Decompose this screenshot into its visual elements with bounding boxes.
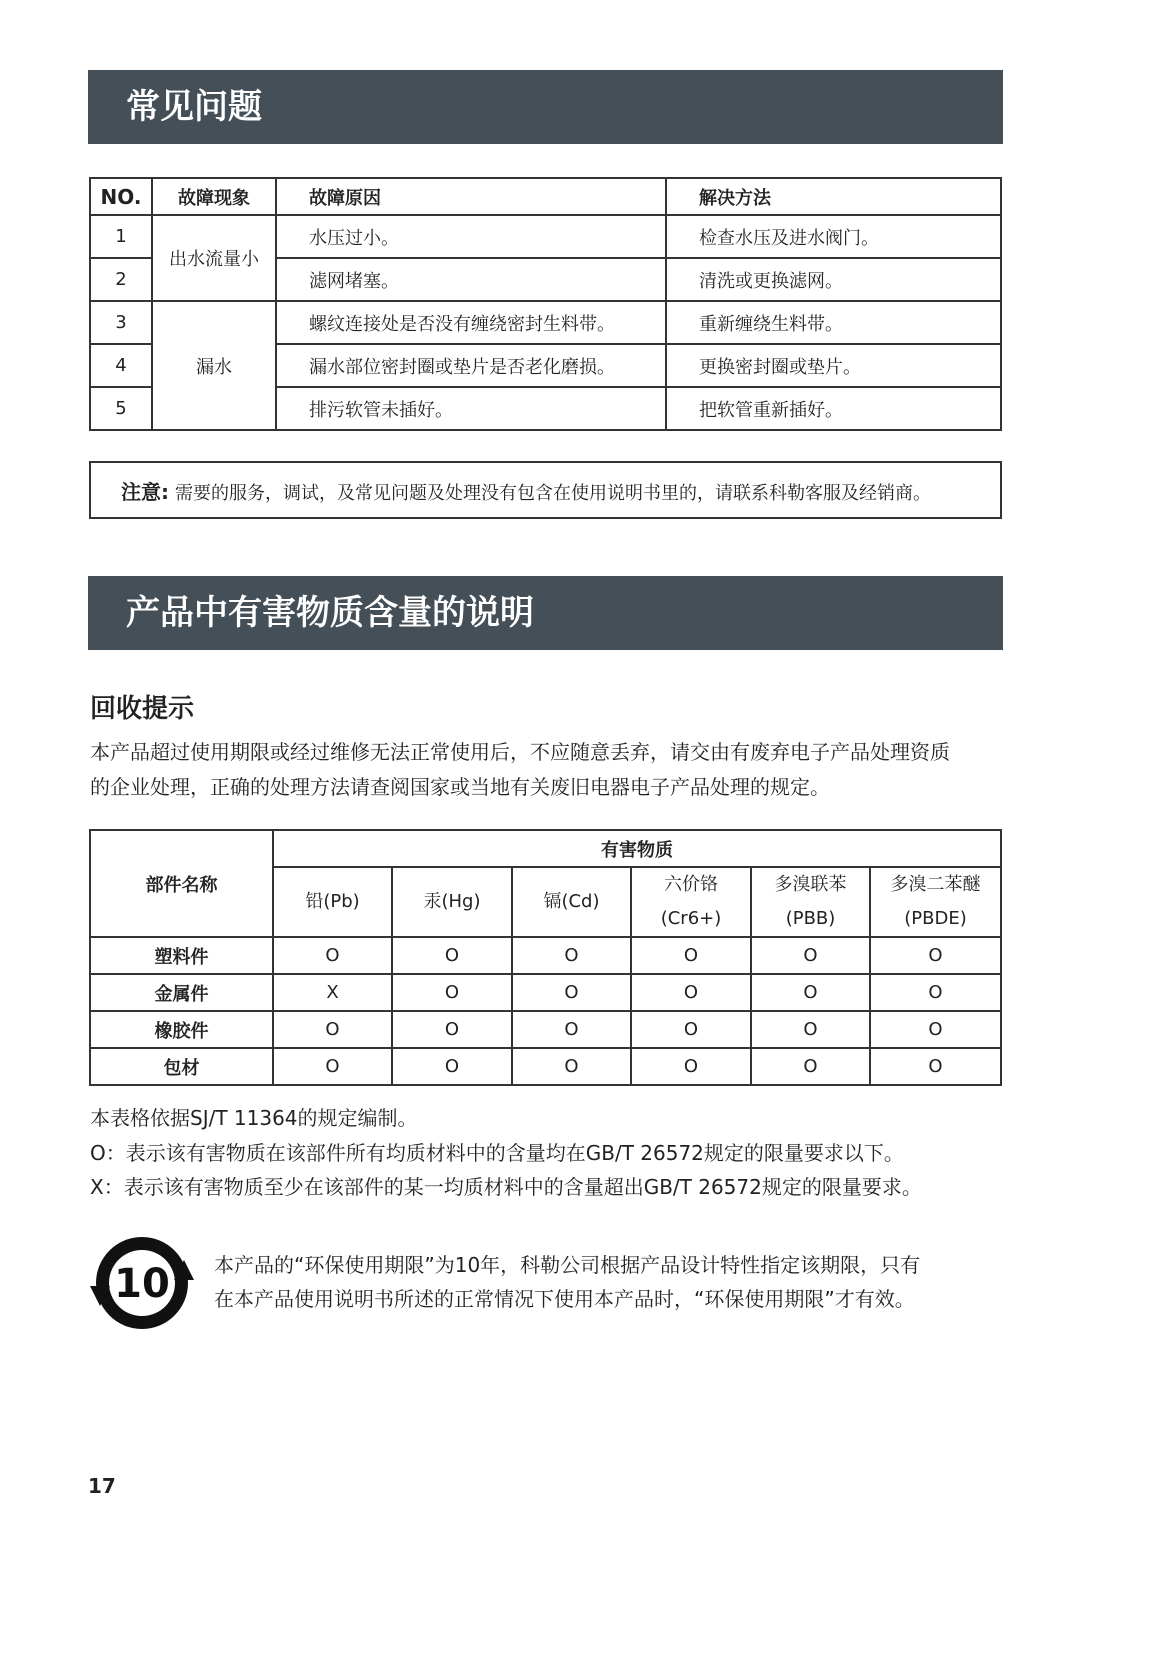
standard-note: 本表格依据SJ/T 11364的规定编制。 [90, 1106, 418, 1130]
header-substances: 有害物质 [273, 830, 1001, 867]
substance-name: 汞(Hg) [423, 891, 481, 912]
substance-value: O [512, 937, 631, 974]
substance-value: O [392, 1048, 512, 1085]
substance-value: O [392, 974, 512, 1011]
row-solution: 检查水压及进水阀门。 [666, 215, 1001, 258]
row-no: 4 [90, 344, 152, 387]
substance-value: O [273, 937, 392, 974]
substance-name: 多溴二苯醚 [890, 874, 981, 895]
row-symptom: 漏水 [152, 301, 276, 430]
header-no: NO. [90, 178, 152, 215]
substance-header [512, 867, 631, 937]
substance-value: O [870, 937, 1001, 974]
table-row [90, 937, 1001, 974]
row-solution: 清洗或更换滤网。 [666, 258, 1001, 301]
substance-value: O [631, 974, 751, 1011]
page-number: 17 [88, 1474, 116, 1498]
hazard-table [89, 829, 1002, 1086]
faq-section-title: 常见问题 [88, 70, 1003, 144]
row-solution: 把软管重新插好。 [666, 387, 1001, 430]
eco-period-10-logo-icon [88, 1234, 196, 1332]
header-symptom: 故障现象 [152, 178, 276, 215]
substance-value: O [870, 974, 1001, 1011]
header-solution: 解决方法 [666, 178, 1001, 215]
substance-symbol: (PBDE) [904, 908, 967, 929]
recycle-line-1: 本产品超过使用期限或经过维修无法正常使用后，不应随意丢弃，请交由有废弃电子产品处理资质 [90, 740, 950, 764]
substance-header [631, 867, 751, 937]
recycle-title: 回收提示 [90, 694, 195, 724]
row-no: 1 [90, 215, 152, 258]
substance-value: O [512, 1048, 631, 1085]
row-cause: 漏水部位密封圈或垫片是否老化磨损。 [276, 344, 666, 387]
row-solution: 更换密封圈或垫片。 [666, 344, 1001, 387]
part-name: 金属件 [90, 974, 273, 1011]
table-header-row [90, 178, 1001, 215]
substance-header [870, 867, 1001, 937]
x-legend: X：表示该有害物质至少在该部件的某一均质材料中的含量超出GB/T 26572规定的限量要求。 [90, 1175, 922, 1199]
row-no: 5 [90, 387, 152, 430]
substance-header [273, 867, 392, 937]
row-symptom: 出水流量小 [152, 215, 276, 301]
table-row [90, 1048, 1001, 1085]
row-no: 2 [90, 258, 152, 301]
note-box [89, 461, 1002, 519]
substance-value: O [751, 937, 870, 974]
header-part: 部件名称 [90, 830, 273, 937]
recycle-line-2: 的企业处理，正确的处理方法请查阅国家或当地有关废旧电器电子产品处理的规定。 [90, 775, 830, 799]
substance-name: 多溴联苯 [774, 874, 847, 895]
substance-name: 六价铬 [664, 874, 718, 895]
note-label: 注意: [121, 480, 169, 504]
substance-value: O [870, 1011, 1001, 1048]
substance-name: 铅(Pb) [305, 891, 360, 912]
hazard-section-title: 产品中有害物质含量的说明 [88, 576, 1003, 650]
substance-value: O [512, 1011, 631, 1048]
part-name: 橡胶件 [90, 1011, 273, 1048]
row-cause: 滤网堵塞。 [276, 258, 666, 301]
o-legend: O：表示该有害物质在该部件所有均质材料中的含量均在GB/T 26572规定的限量要求以下。 [90, 1141, 904, 1165]
substance-value: O [273, 1048, 392, 1085]
substance-value: O [512, 974, 631, 1011]
part-name: 包材 [90, 1048, 273, 1085]
table-row [90, 215, 1001, 258]
row-no: 3 [90, 301, 152, 344]
substance-value: O [751, 1048, 870, 1085]
eco-line-2: 在本产品使用说明书所述的正常情况下使用本产品时，“环保使用期限”才有效。 [214, 1287, 915, 1311]
row-cause: 排污软管未插好。 [276, 387, 666, 430]
row-cause: 螺纹连接处是否没有缠绕密封生料带。 [276, 301, 666, 344]
header-cause: 故障原因 [276, 178, 666, 215]
substance-header [392, 867, 512, 937]
substance-value: O [631, 937, 751, 974]
substance-value: O [273, 1011, 392, 1048]
note-text: 需要的服务，调试，及常见问题及处理没有包含在使用说明书里的，请联系科勒客服及经销商。 [175, 483, 931, 504]
substance-symbol: (Cr6+) [660, 908, 722, 929]
substance-value: X [273, 974, 392, 1011]
row-cause: 水压过小。 [276, 215, 666, 258]
substance-value: O [631, 1048, 751, 1085]
table-row [90, 974, 1001, 1011]
logo-number: 10 [114, 1261, 170, 1307]
eco-line-1: 本产品的“环保使用期限”为10年，科勒公司根据产品设计特性指定该期限，只有 [214, 1253, 921, 1277]
substance-value: O [392, 937, 512, 974]
substance-symbol: (PBB) [785, 908, 836, 929]
substance-value: O [392, 1011, 512, 1048]
substance-value: O [870, 1048, 1001, 1085]
substance-value: O [751, 974, 870, 1011]
substance-value: O [751, 1011, 870, 1048]
substance-header [751, 867, 870, 937]
row-solution: 重新缠绕生料带。 [666, 301, 1001, 344]
table-row [90, 1011, 1001, 1048]
substance-value: O [631, 1011, 751, 1048]
part-name: 塑料件 [90, 937, 273, 974]
substance-name: 镉(Cd) [543, 891, 600, 912]
faq-table [89, 177, 1002, 431]
table-row [90, 301, 1001, 344]
